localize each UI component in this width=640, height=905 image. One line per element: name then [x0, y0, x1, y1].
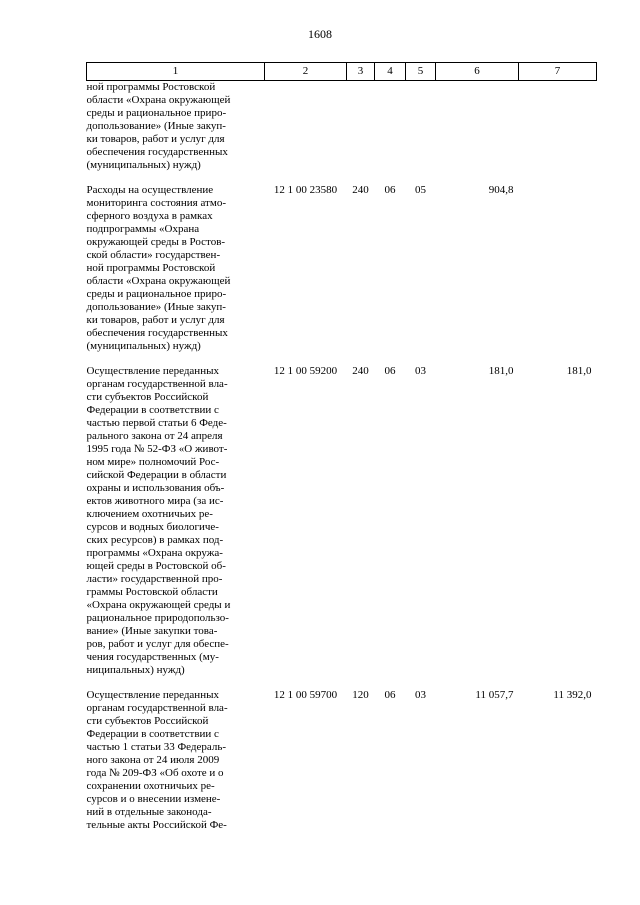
row-sum-2	[519, 184, 597, 353]
row-description: Осуществление переданных органам государственной вла- сти субъектов Российской Федерации в соответствии с частью 1 статьи 33 Федераль- ного закона от 24 июля 2009 года № 209-ФЗ «Об охоте и о сохранении охотничьих ре- сурсов и о внесении измене- ний в отдельные законода- тельные акты Российской Фе-	[86, 689, 228, 831]
row-rz: 06	[384, 184, 396, 196]
row-vr: 240	[352, 184, 369, 196]
row-sum-2	[519, 81, 597, 173]
column-header: 6	[436, 63, 519, 81]
table-header-row	[87, 63, 597, 81]
table-row	[87, 365, 597, 677]
row-description: ной программы Ростовской области «Охрана окружающей среды и рациональное приро- допользование» (Иные закуп- ки товаров, работ и услуг для обеспечения государственных (муниципальных) нужд)	[86, 81, 231, 171]
row-rz: 06	[384, 689, 396, 701]
row-pr: 05	[415, 184, 426, 196]
row-code: 12 1 00 23580	[273, 184, 338, 196]
row-pr	[406, 81, 436, 173]
row-sum-1: 181,0	[488, 365, 514, 377]
row-description: Осуществление переданных органам государственной вла- сти субъектов Российской Федерации в соответствии с частью первой статьи 6 Феде- рального закона от 24 апреля 1995 года № 52-ФЗ «О живот- ном мире» полномочий Рос- сийской Федерации в области охраны и использования объ- ектов животного мира (за ис- ключением охотничьих ре- сурсов и водных биологиче- ских ресурсов) в рамках под- программы «Охрана окружа- ющей среды в Ростовской об- ласти» государственной про- граммы Ростовской области «Охрана окружающей среды и рациональное природопользо- вание» (Иные закупки това- ров, работ и услуг для обеспе- чения государственных (му- ниципальных) нужд)	[86, 365, 231, 676]
row-rz: 06	[384, 365, 396, 377]
row-rz	[375, 81, 406, 173]
row-code	[265, 81, 347, 173]
column-header: 7	[519, 63, 597, 81]
budget-table	[86, 62, 597, 832]
column-header: 4	[375, 63, 406, 81]
column-header: 3	[347, 63, 375, 81]
row-sum-2: 11 392,0	[553, 689, 592, 701]
row-sum-1: 904,8	[488, 184, 514, 196]
row-sum-2: 181,0	[566, 365, 592, 377]
column-header: 1	[87, 63, 265, 81]
row-vr	[347, 81, 375, 173]
row-code: 12 1 00 59700	[273, 689, 338, 701]
row-vr: 120	[352, 689, 369, 701]
row-vr: 240	[352, 365, 369, 377]
column-header: 2	[265, 63, 347, 81]
row-pr: 03	[415, 365, 426, 377]
table-row	[87, 81, 597, 173]
row-description: Расходы на осуществление мониторинга состояния атмо- сферного воздуха в рамках подпрограммы «Охрана окружающей среды в Ростов- ской области» государствен- ной программы Ростовской области «Охрана окружающей среды и рациональное приро- допользование» (Иные закуп- ки товаров, работ и услуг для обеспечения государственных (муниципальных) нужд)	[86, 184, 231, 352]
page-number: 1608	[308, 27, 332, 41]
row-pr: 03	[415, 689, 426, 701]
column-header: 5	[406, 63, 436, 81]
table-row	[87, 689, 597, 832]
row-code: 12 1 00 59200	[273, 365, 338, 377]
row-sum-1	[436, 81, 519, 173]
table-row	[87, 184, 597, 353]
row-sum-1: 11 057,7	[475, 689, 514, 701]
